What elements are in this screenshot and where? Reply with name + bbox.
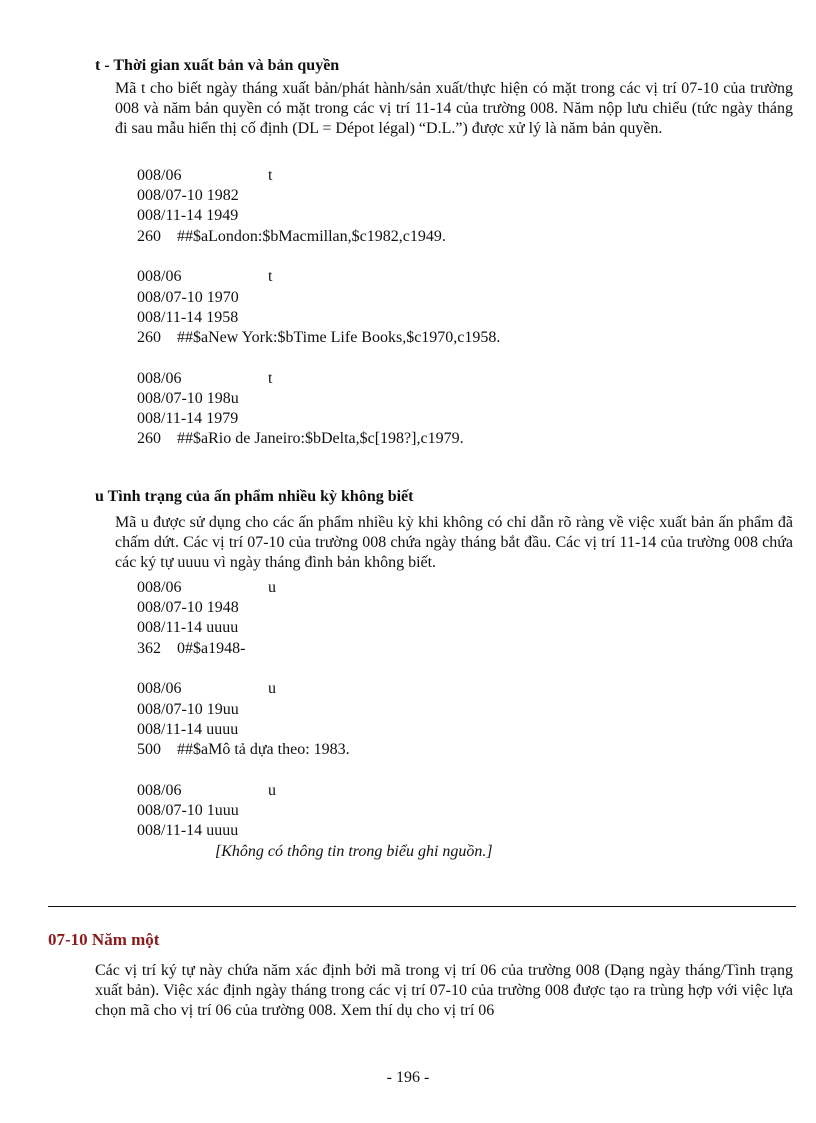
example-row bbox=[137, 166, 500, 186]
section-0710-paragraph: Các vị trí ký tự này chứa năm xác định bởi mã trong vị trí 06 của trường 008 (Dạng ngày tháng/Tình trạng xuất bản). Việc xác định ngày tháng trong các vị trí 07-10 của trường 008 được tạo ra trùng hợp với việc lựa chọn mã cho vị trí 06 của trường 008. Xem thí dụ cho vị trí 06 bbox=[95, 962, 793, 1019]
field-tag: 008/11-14 bbox=[137, 308, 203, 326]
field-value: ##$aLondon:$bMacmillan,$c1982,c1949. bbox=[177, 227, 446, 245]
example-row bbox=[137, 328, 500, 348]
field-tag: 008/06 bbox=[137, 680, 182, 698]
field-tag: 008/06 bbox=[137, 268, 182, 286]
section-divider bbox=[48, 906, 796, 907]
field-tag: 260 bbox=[137, 227, 161, 245]
source-note: [Không có thông tin trong biểu ghi nguồn.] bbox=[215, 843, 493, 860]
example-row bbox=[137, 227, 500, 247]
example-group bbox=[137, 578, 350, 659]
field-value: ##$aMô tả dựa theo: 1983. bbox=[177, 740, 350, 758]
field-value: ##$aRio de Janeiro:$bDelta,$c[198?],c1979. bbox=[177, 430, 464, 448]
field-tag: 362 bbox=[137, 639, 161, 657]
example-row bbox=[137, 288, 500, 308]
section-0710-title: 07-10 Năm một bbox=[48, 930, 160, 949]
example-row bbox=[137, 740, 350, 760]
example-group bbox=[137, 369, 500, 450]
page-number: - 196 - bbox=[386, 1069, 430, 1086]
field-value: 1979 bbox=[206, 410, 239, 428]
example-row bbox=[137, 618, 350, 638]
example-row bbox=[137, 821, 350, 841]
example-row bbox=[137, 720, 350, 740]
example-row bbox=[137, 639, 350, 659]
field-value: uuuu bbox=[206, 822, 239, 840]
example-row bbox=[137, 578, 350, 598]
field-tag: 008/06 bbox=[137, 167, 182, 184]
section-t-examples bbox=[137, 166, 500, 449]
field-tag: 260 bbox=[137, 430, 161, 448]
field-value: 1uuu bbox=[206, 801, 239, 819]
field-value: u bbox=[268, 680, 276, 698]
field-value: 1958 bbox=[206, 308, 239, 326]
example-group bbox=[137, 781, 350, 842]
example-row bbox=[137, 186, 500, 206]
field-tag: 008/11-14 bbox=[137, 720, 203, 738]
example-row bbox=[137, 429, 500, 449]
field-value: 1970 bbox=[206, 288, 239, 306]
field-tag: 008/07-10 bbox=[137, 599, 203, 617]
example-group bbox=[137, 679, 350, 760]
field-value: 198u bbox=[206, 389, 239, 407]
field-value: uuuu bbox=[206, 720, 239, 738]
field-tag: 008/11-14 bbox=[137, 822, 203, 840]
example-row bbox=[137, 700, 350, 720]
field-tag: 008/07-10 bbox=[137, 288, 203, 306]
field-value: uuuu bbox=[206, 619, 239, 637]
example-row bbox=[137, 369, 500, 389]
example-group bbox=[137, 166, 500, 247]
example-row bbox=[137, 679, 350, 699]
section-t-heading: t - Thời gian xuất bản và bản quyền bbox=[95, 57, 340, 74]
field-value: 0#$a1948- bbox=[177, 639, 246, 657]
field-tag: 008/07-10 bbox=[137, 187, 203, 205]
field-tag: 008/06 bbox=[137, 579, 182, 596]
example-row bbox=[137, 308, 500, 328]
example-row bbox=[137, 598, 350, 618]
section-u-paragraph: Mã u được sử dụng cho các ấn phẩm nhiều kỳ khi không có chỉ dẫn rõ ràng về việc xuất bản ấn phẩm đã chấm dứt. Các vị trí 07-10 của trường 008 chứa ngày tháng bắt đầu. Các vị trí 11-14 của trường 008 chứa các ký tự uuuu vì ngày tháng đình bản không biết. bbox=[115, 514, 793, 571]
field-value: 19uu bbox=[206, 700, 239, 718]
field-tag: 260 bbox=[137, 328, 161, 346]
field-value: 1948 bbox=[206, 599, 239, 617]
example-group bbox=[137, 267, 500, 348]
field-tag: 008/07-10 bbox=[137, 389, 203, 407]
example-row bbox=[137, 389, 500, 409]
field-tag: 008/11-14 bbox=[137, 619, 203, 637]
example-row bbox=[137, 267, 500, 287]
field-tag: 500 bbox=[137, 740, 161, 758]
field-value: u bbox=[268, 579, 276, 596]
section-u-examples bbox=[137, 578, 350, 841]
field-tag: 008/06 bbox=[137, 369, 182, 387]
field-value: 1982 bbox=[206, 187, 239, 205]
field-value: t bbox=[268, 369, 273, 387]
example-row bbox=[137, 206, 500, 226]
field-tag: 008/11-14 bbox=[137, 410, 203, 428]
section-t-paragraph: Mã t cho biết ngày tháng xuất bản/phát hành/sản xuất/thực hiện có mặt trong các vị trí 07-10 của trường 008 và năm bản quyền có mặt trong các vị trí 11-14 của trường 008. Năm nộp lưu chiểu (tức ngày tháng đi sau mẫu hiển thị cố định (DL = Dépot légal) “D.L.”) được xử lý là năm bản quyền. bbox=[115, 80, 793, 137]
field-value: ##$aNew York:$bTime Life Books,$c1970,c1958. bbox=[177, 328, 501, 346]
field-tag: 008/07-10 bbox=[137, 700, 203, 718]
field-tag: 008/11-14 bbox=[137, 207, 203, 225]
example-row bbox=[137, 409, 500, 429]
example-row bbox=[137, 801, 350, 821]
example-row bbox=[137, 781, 350, 801]
field-value: u bbox=[268, 781, 276, 799]
field-value: t bbox=[268, 268, 273, 286]
field-tag: 008/07-10 bbox=[137, 801, 203, 819]
field-value: t bbox=[268, 167, 273, 184]
field-value: 1949 bbox=[206, 207, 239, 225]
field-tag: 008/06 bbox=[137, 781, 182, 799]
section-u-heading: u Tình trạng của ấn phẩm nhiều kỳ không biết bbox=[95, 488, 414, 505]
